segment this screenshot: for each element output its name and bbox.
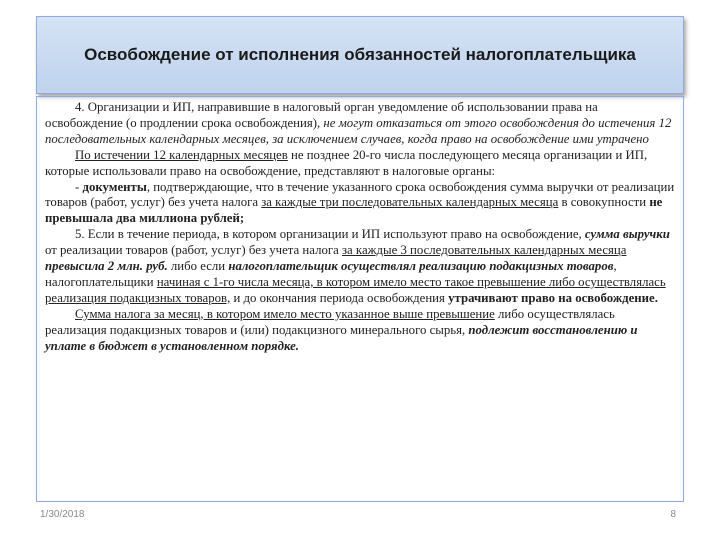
paragraph-5 — [45, 307, 675, 355]
p4-bold-italic-exceeded: превысила 2 млн. руб. — [45, 259, 168, 274]
p3-bold-limit: не превышала два миллиона рублей; — [45, 195, 663, 226]
p4-underlined-period: за каждые 3 последовательных календарных месяца — [341, 243, 627, 258]
p1-italic-text: не могут отказаться от этого освобождения до истечения 12 последовательных календарных месяцев, за исключением случаев, когда право на освобождение ими утрачено — [45, 115, 672, 146]
p3-text: , подтверждающие, что в течение указанного срока освобождения сумма выручки от реализации товаров (работ, услуг) без учета налога — [45, 179, 675, 210]
paragraph-2 — [45, 148, 675, 180]
paragraph-4 — [45, 227, 675, 307]
p4-underlined-start: начиная с 1-го числа месяца, в котором имело место такое превышение либо осуществлялась реализация подакцизных товаров, — [45, 274, 666, 305]
p1-text: 4. Организации и ИП, направившие в налоговый орган уведомление об использовании права на освобождение (о продлении срока освобождения), — [45, 100, 598, 130]
paragraph-3 — [45, 180, 675, 228]
footer-date: 1/30/2018 — [40, 509, 85, 520]
p3-text-2: в совокупности — [558, 195, 650, 210]
p4-text-5: и до окончания периода освобождения — [230, 290, 449, 305]
p5-underlined-text: Сумма налога за месяц, в котором имело место указанное выше превышение — [75, 306, 495, 321]
p4-text-4: , налогоплательщики — [45, 259, 617, 289]
footer-page-number: 8 — [670, 509, 676, 520]
p4-text: 5. Если в течение периода, в котором организации и ИП используют право на освобождение, — [75, 227, 585, 242]
p4-bold-italic-revenue: сумма выручки — [584, 227, 670, 242]
p5-text: либо осуществлялась реализация подакцизных товаров и (или) подакцизного минерального сырья, — [45, 306, 615, 337]
p5-bold-italic-restore: подлежит восстановлению и уплате в бюджет в установленном порядке. — [45, 322, 638, 353]
slide-title: Освобождение от исполнения обязанностей налогоплательщика — [84, 45, 636, 64]
p3-underlined-period: за каждые три последовательных календарных месяца — [261, 195, 559, 210]
slide-body — [36, 96, 684, 502]
p3-bold-documents: документы — [82, 179, 147, 194]
p3-dash: - — [75, 179, 83, 194]
slide-title-box — [36, 16, 684, 94]
p4-text-3: либо если — [167, 259, 229, 274]
p2-text: не позднее 20-го числа последующего месяца организации и ИП, которые использовали право на освобождение, представляют в налоговые органы: — [45, 147, 648, 178]
p4-text-2: от реализации товаров (работ, услуг) без учета налога — [45, 243, 342, 258]
paragraph-1 — [45, 100, 675, 148]
p4-bold-italic-excise: налогоплательщик осуществлял реализацию подакцизных товаров — [228, 259, 614, 274]
p2-underlined-text: По истечении 12 календарных месяцев — [75, 147, 288, 162]
p4-bold-loses-right: утрачивают право на освобождение. — [448, 290, 658, 305]
